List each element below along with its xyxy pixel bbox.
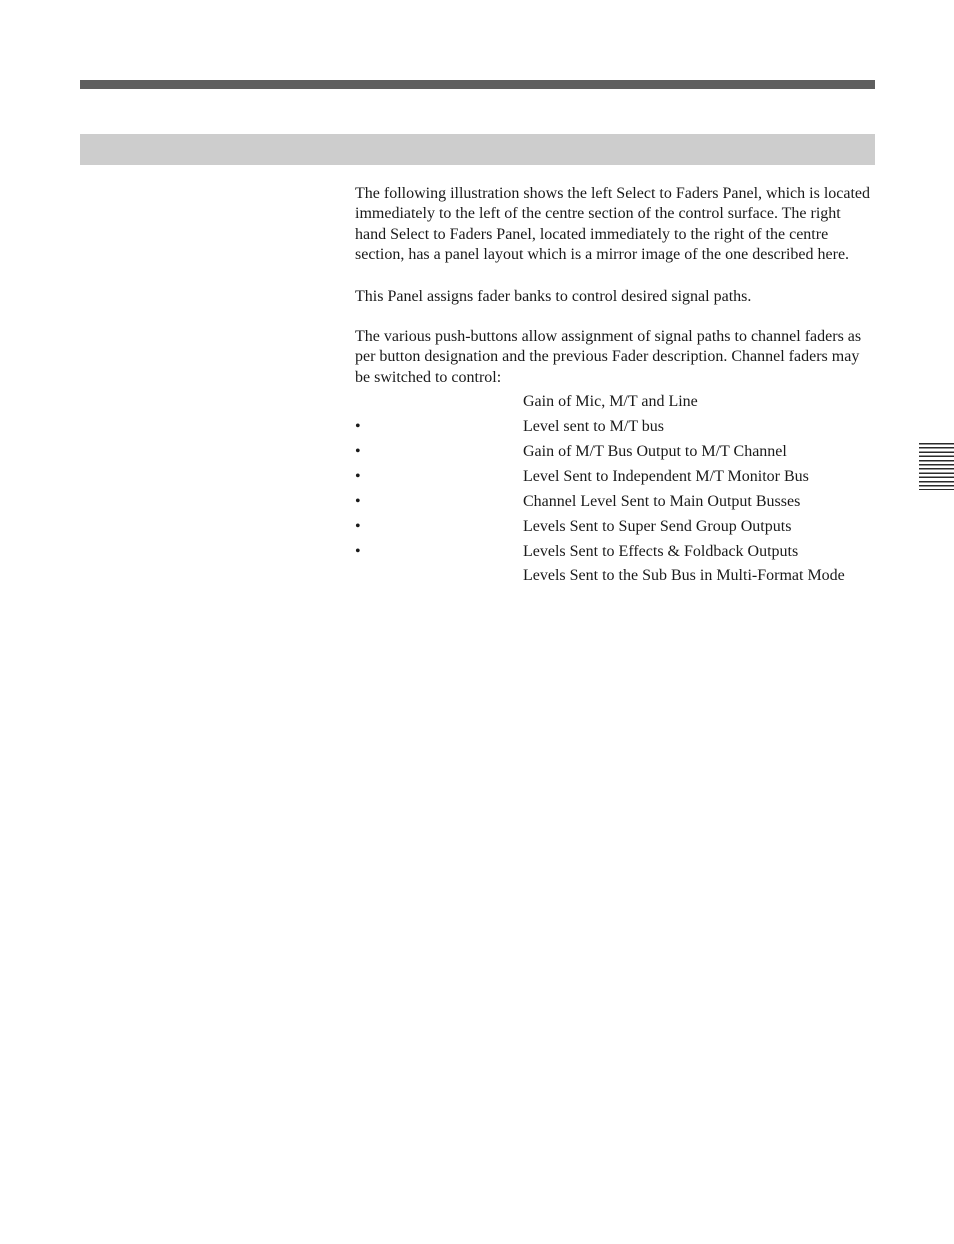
list-item — [355, 442, 875, 467]
header-rule — [80, 80, 875, 89]
list-item — [355, 517, 875, 542]
bullet: • — [355, 443, 361, 461]
control-list — [355, 392, 875, 591]
list-item-text: Channel Level Sent to Main Output Busses — [523, 492, 801, 510]
assignment-paragraph: The various push-buttons allow assignment of signal paths to channel faders as per button designation and the previous Fader description. Channel faders may be switched to control: — [355, 328, 862, 386]
section-heading-band — [80, 134, 875, 165]
list-item-text: Levels Sent to Effects & Foldback Outputs — [523, 542, 799, 560]
body-text — [355, 184, 875, 591]
list-item-text: Level sent to M/T bus — [523, 418, 665, 436]
bullet: • — [355, 542, 361, 560]
list-item-text: Gain of M/T Bus Output to M/T Channel — [523, 443, 787, 461]
bullet: • — [355, 467, 361, 485]
list-item — [355, 542, 875, 567]
list-item-text: Level Sent to Independent M/T Monitor Bus — [523, 467, 809, 485]
bullet: • — [355, 492, 361, 510]
list-item — [355, 467, 875, 492]
bullet: • — [355, 517, 361, 535]
list-item — [355, 566, 875, 591]
list-item — [355, 417, 875, 442]
list-item — [355, 492, 875, 517]
list-item-text: Levels Sent to the Sub Bus in Multi-Format Mode — [523, 567, 845, 585]
purpose-paragraph: This Panel assigns fader banks to control desired signal paths. — [355, 287, 752, 305]
list-item-text: Gain of Mic, M/T and Line — [523, 393, 698, 411]
intro-paragraph: The following illustration shows the left Select to Faders Panel, which is located immediately to the left of the centre section of the control surface. The right hand Select to Faders Panel, located immediately to the right of the centre section, has a panel layout which is a mirror image of the one described here. — [355, 185, 871, 264]
list-item-text: Levels Sent to Super Send Group Outputs — [523, 517, 792, 535]
list-item — [355, 392, 875, 417]
bullet: • — [355, 418, 361, 436]
chapter-tab-marker — [919, 443, 954, 490]
